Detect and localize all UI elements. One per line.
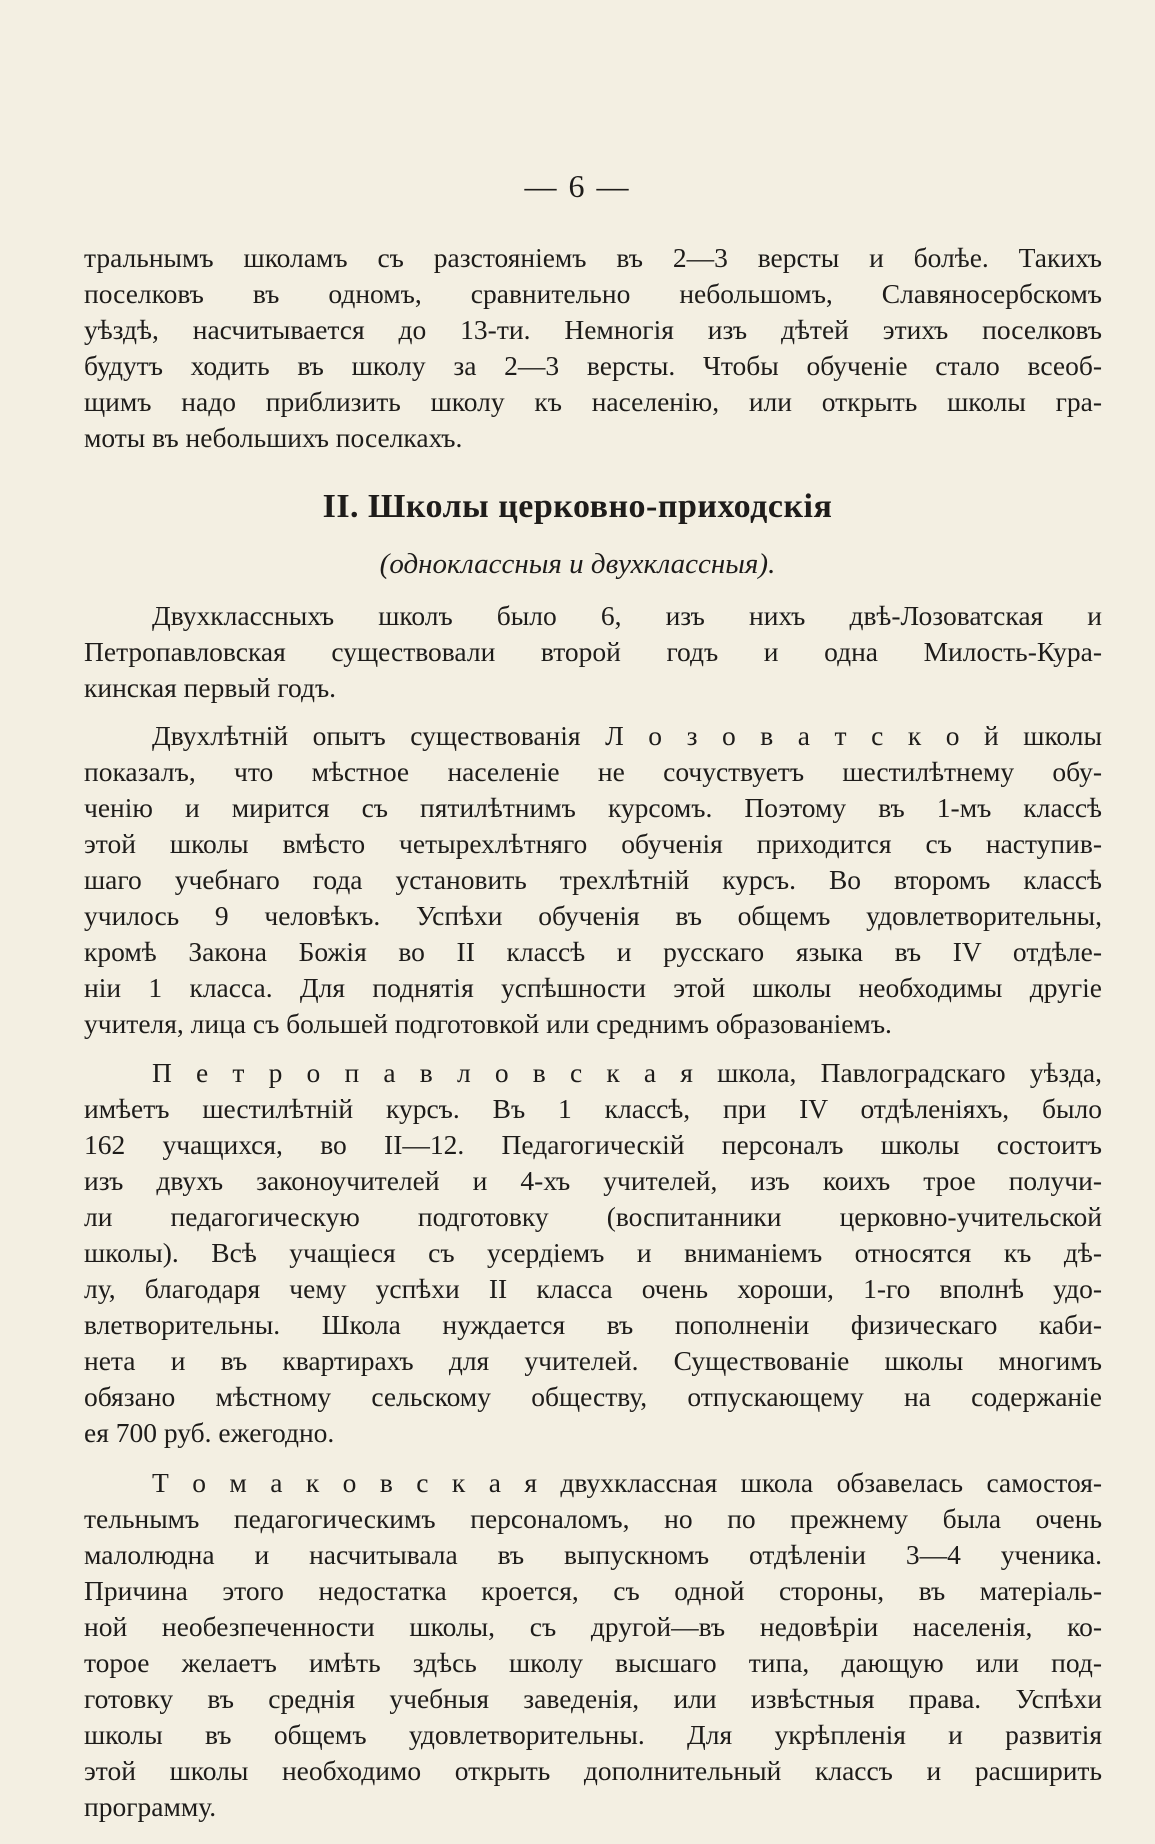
- text-line: уѣздѣ, насчитывается до 13-ти. Немногія изъ дѣтей этихъ поселковъ: [84, 314, 1102, 345]
- text-line: тральнымъ школамъ съ разстояніемъ въ 2—3 версты и болѣе. Такихъ: [84, 242, 1102, 273]
- text-line: моты въ небольшихъ поселкахъ.: [84, 422, 463, 453]
- text-line: Петропавловская существовали второй годъ и одна Милость-Кура-: [84, 636, 1102, 667]
- paragraph-petropavlovskaya-school: [84, 1055, 1102, 1451]
- text-line: школы). Всѣ учащіеся съ усердіемъ и вниманіемъ относятся къ дѣ-: [84, 1237, 1102, 1268]
- intro-paragraph: [84, 240, 1102, 456]
- text-line: 162 учащихся, во II—12. Педагогическій персоналъ школы состоитъ: [84, 1129, 1102, 1160]
- text-line: обязано мѣстному сельскому обществу, отпускающему на содержаніе: [84, 1381, 1102, 1412]
- text-line: изъ двухъ законоучителей и 4-хъ учителей, изъ коихъ трое получи-: [84, 1165, 1102, 1196]
- text-line: училось 9 человѣкъ. Успѣхи обученія въ общемъ удовлетворительны,: [84, 900, 1102, 931]
- text-line: программу.: [84, 1791, 217, 1822]
- text-line: нета и въ квартирахъ для учителей. Существованіе школы многимъ: [84, 1345, 1102, 1376]
- text-line: кинская первый годъ.: [84, 672, 337, 703]
- text-line: влетворительны. Школа нуждается въ пополненіи физическаго каби-: [84, 1309, 1102, 1340]
- text-line: кромѣ Закона Божія во II классѣ и русскаго языка въ IV отдѣле-: [84, 936, 1102, 967]
- text-line: малолюдна и насчитывала въ выпускномъ отдѣленіи 3—4 ученика.: [84, 1539, 1102, 1570]
- text-line: лу, благодаря чему успѣхи II класса очень хороши, 1-го вполнѣ удо-: [84, 1273, 1102, 1304]
- text-line: будутъ ходить въ школу за 2—3 версты. Чтобы обученіе стало всеоб-: [84, 350, 1102, 381]
- section-heading: II. Школы церковно-приходскія: [322, 488, 833, 525]
- text-line: готовку въ среднія учебныя заведенія, или извѣстныя права. Успѣхи: [84, 1683, 1102, 1714]
- text-line: торое желаетъ имѣть здѣсь школу высшаго типа, дающую или под-: [84, 1647, 1102, 1678]
- text-line: Двухлѣтній опытъ существованія Л о з о в а т с к о й школы: [152, 720, 1102, 751]
- page-number: — 6 —: [524, 168, 631, 204]
- paragraph-tomakovskaya-school: [84, 1465, 1102, 1825]
- text-line: этой школы вмѣсто четырехлѣтняго обученія приходится съ наступив-: [84, 828, 1102, 859]
- text-line: ея 700 руб. ежегодно.: [84, 1417, 335, 1448]
- text-line: поселковъ въ одномъ, сравнительно небольшомъ, Славяносербскомъ: [84, 278, 1102, 309]
- text-line: Двухклассныхъ школъ было 6, изъ нихъ двѣ-Лозоватская и: [152, 600, 1102, 631]
- text-line: имѣетъ шестилѣтній курсъ. Въ 1 классѣ, при IV отдѣленіяхъ, было: [84, 1093, 1102, 1124]
- text-line: щимъ надо приблизить школу къ населенію, или открыть школы гра-: [84, 386, 1102, 417]
- text-line: шаго учебнаго года установить трехлѣтній курсъ. Во второмъ классѣ: [84, 864, 1102, 895]
- paragraph-lozovatskaya-intro: [84, 598, 1102, 706]
- paragraph-lozovatskaya-school: [84, 718, 1102, 1042]
- text-line: Т о м а к о в с к а я двухклассная школа обзавелась самостоя-: [152, 1467, 1102, 1498]
- text-line: показалъ, что мѣстное населеніе не сочуствуетъ шестилѣтнему обу-: [84, 756, 1102, 787]
- text-line: этой школы необходимо открыть дополнительный классъ и расширить: [84, 1755, 1102, 1786]
- text-line: учителя, лица съ большей подготовкой или среднимъ образованіемъ.: [84, 1008, 892, 1039]
- text-line: П е т р о п а в л о в с к а я школа, Павлоградскаго уѣзда,: [152, 1057, 1102, 1088]
- text-line: школы въ общемъ удовлетворительны. Для укрѣпленія и развитія: [84, 1719, 1102, 1750]
- text-line: ченію и мирится съ пятилѣтнимъ курсомъ. Поэтому въ 1-мъ классѣ: [84, 792, 1102, 823]
- text-line: ли педагогическую подготовку (воспитанники церковно-учительской: [84, 1201, 1102, 1232]
- text-line: ніи 1 класса. Для поднятія успѣшности этой школы необходимы другіе: [84, 972, 1102, 1003]
- text-line: тельнымъ педагогическимъ персоналомъ, но по прежнему была очень: [84, 1503, 1102, 1534]
- section-subheading: (одноклассныя и двухклассныя).: [379, 548, 776, 580]
- text-line: Причина этого недостатка кроется, съ одной стороны, въ матеріаль-: [84, 1575, 1102, 1606]
- text-line: ной необезпеченности школы, съ другой—въ недовѣріи населенія, ко-: [84, 1611, 1102, 1642]
